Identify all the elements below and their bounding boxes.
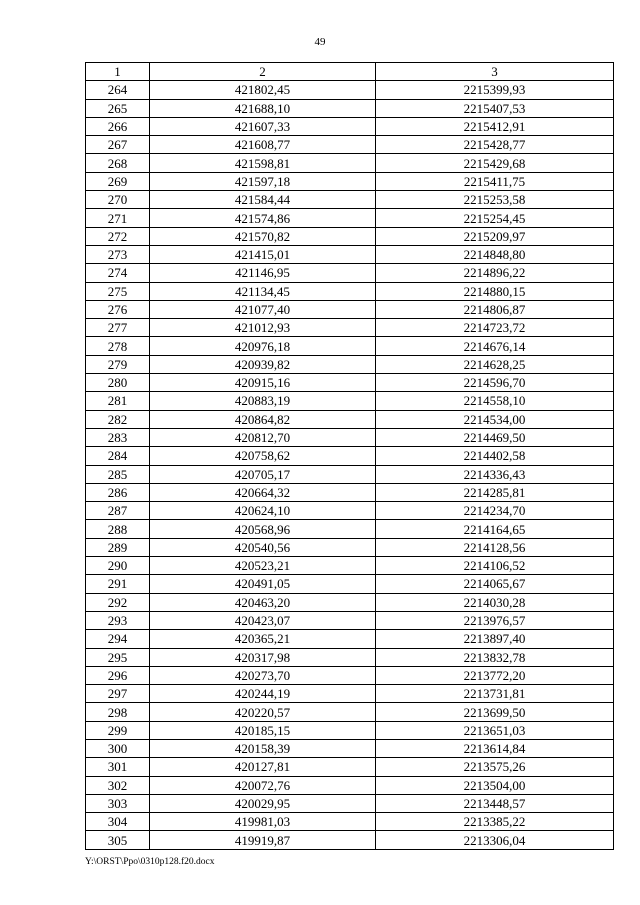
y-coordinate-cell: 2213832,78 — [376, 648, 614, 666]
point-number-cell: 279 — [86, 355, 150, 373]
point-number-cell: 274 — [86, 264, 150, 282]
x-coordinate-cell: 420812,70 — [150, 428, 376, 446]
x-coordinate-cell: 421574,86 — [150, 209, 376, 227]
table-row — [86, 300, 614, 318]
x-coordinate-cell: 420864,82 — [150, 410, 376, 428]
x-coordinate-cell: 420072,76 — [150, 776, 376, 794]
table-row — [86, 337, 614, 355]
x-coordinate-cell: 419981,03 — [150, 813, 376, 831]
y-coordinate-cell: 2214880,15 — [376, 282, 614, 300]
point-number-cell: 289 — [86, 538, 150, 556]
point-number-cell: 270 — [86, 191, 150, 209]
x-coordinate-cell: 420758,62 — [150, 447, 376, 465]
x-coordinate-cell: 420523,21 — [150, 557, 376, 575]
point-number-cell: 292 — [86, 593, 150, 611]
table-row — [86, 557, 614, 575]
x-coordinate-cell: 419919,87 — [150, 831, 376, 849]
table-row — [86, 776, 614, 794]
x-coordinate-cell: 420915,16 — [150, 374, 376, 392]
x-coordinate-cell: 420705,17 — [150, 465, 376, 483]
point-number-cell: 284 — [86, 447, 150, 465]
table-row — [86, 483, 614, 501]
x-coordinate-cell: 420185,15 — [150, 721, 376, 739]
x-coordinate-cell: 421802,45 — [150, 81, 376, 99]
x-coordinate-cell: 420568,96 — [150, 520, 376, 538]
point-number-cell: 287 — [86, 502, 150, 520]
table-row — [86, 685, 614, 703]
table-row — [86, 575, 614, 593]
y-coordinate-cell: 2215253,58 — [376, 191, 614, 209]
y-coordinate-cell: 2213448,57 — [376, 794, 614, 812]
x-coordinate-cell: 420365,21 — [150, 630, 376, 648]
point-number-cell: 277 — [86, 319, 150, 337]
x-coordinate-cell: 420624,10 — [150, 502, 376, 520]
y-coordinate-cell: 2214336,43 — [376, 465, 614, 483]
table-row — [86, 813, 614, 831]
point-number-cell: 281 — [86, 392, 150, 410]
point-number-cell: 282 — [86, 410, 150, 428]
point-number-cell: 268 — [86, 154, 150, 172]
table-row — [86, 374, 614, 392]
point-number-cell: 291 — [86, 575, 150, 593]
point-number-cell: 265 — [86, 99, 150, 117]
point-number-cell: 296 — [86, 666, 150, 684]
x-coordinate-cell: 420491,05 — [150, 575, 376, 593]
y-coordinate-cell: 2214534,00 — [376, 410, 614, 428]
point-number-cell: 271 — [86, 209, 150, 227]
y-coordinate-cell: 2215209,97 — [376, 227, 614, 245]
table-row — [86, 648, 614, 666]
x-coordinate-cell: 420883,19 — [150, 392, 376, 410]
y-coordinate-cell: 2215429,68 — [376, 154, 614, 172]
y-coordinate-cell: 2213897,40 — [376, 630, 614, 648]
table-row — [86, 611, 614, 629]
y-coordinate-cell: 2213575,26 — [376, 758, 614, 776]
table-row — [86, 739, 614, 757]
y-coordinate-cell: 2214628,25 — [376, 355, 614, 373]
point-number-cell: 275 — [86, 282, 150, 300]
point-number-cell: 266 — [86, 117, 150, 135]
x-coordinate-cell: 421134,45 — [150, 282, 376, 300]
x-coordinate-cell: 420664,32 — [150, 483, 376, 501]
point-number-cell: 300 — [86, 739, 150, 757]
x-coordinate-cell: 420939,82 — [150, 355, 376, 373]
table-row — [86, 447, 614, 465]
table-body — [86, 81, 614, 849]
x-coordinate-cell: 420463,20 — [150, 593, 376, 611]
point-number-cell: 293 — [86, 611, 150, 629]
table-row — [86, 593, 614, 611]
y-coordinate-cell: 2215254,45 — [376, 209, 614, 227]
point-number-cell: 267 — [86, 136, 150, 154]
table-row — [86, 227, 614, 245]
table-row — [86, 191, 614, 209]
x-coordinate-cell: 421077,40 — [150, 300, 376, 318]
point-number-cell: 278 — [86, 337, 150, 355]
table-row — [86, 630, 614, 648]
table-row — [86, 703, 614, 721]
y-coordinate-cell: 2213731,81 — [376, 685, 614, 703]
table-row — [86, 428, 614, 446]
table-row — [86, 721, 614, 739]
table-row — [86, 392, 614, 410]
point-number-cell: 286 — [86, 483, 150, 501]
x-coordinate-cell: 420423,07 — [150, 611, 376, 629]
point-number-cell: 273 — [86, 245, 150, 263]
point-number-cell: 299 — [86, 721, 150, 739]
point-number-cell: 290 — [86, 557, 150, 575]
y-coordinate-cell: 2214469,50 — [376, 428, 614, 446]
y-coordinate-cell: 2213306,04 — [376, 831, 614, 849]
y-coordinate-cell: 2214676,14 — [376, 337, 614, 355]
table-row — [86, 502, 614, 520]
y-coordinate-cell: 2214285,81 — [376, 483, 614, 501]
table-row — [86, 136, 614, 154]
table-row — [86, 538, 614, 556]
x-coordinate-cell: 420976,18 — [150, 337, 376, 355]
table-header-row — [86, 63, 614, 81]
point-number-cell: 298 — [86, 703, 150, 721]
y-coordinate-cell: 2215399,93 — [376, 81, 614, 99]
page-number: 49 — [314, 36, 326, 48]
x-coordinate-cell: 421597,18 — [150, 172, 376, 190]
coordinates-table — [85, 62, 614, 850]
point-number-cell: 304 — [86, 813, 150, 831]
x-coordinate-cell: 420220,57 — [150, 703, 376, 721]
table-row — [86, 319, 614, 337]
point-number-cell: 305 — [86, 831, 150, 849]
y-coordinate-cell: 2213699,50 — [376, 703, 614, 721]
table-row — [86, 465, 614, 483]
table-row — [86, 831, 614, 849]
y-coordinate-cell: 2214723,72 — [376, 319, 614, 337]
x-coordinate-cell: 421146,95 — [150, 264, 376, 282]
x-coordinate-cell: 421608,77 — [150, 136, 376, 154]
point-number-cell: 301 — [86, 758, 150, 776]
column-header-3: 3 — [376, 63, 614, 81]
table-row — [86, 154, 614, 172]
y-coordinate-cell: 2213504,00 — [376, 776, 614, 794]
y-coordinate-cell: 2214106,52 — [376, 557, 614, 575]
table-row — [86, 410, 614, 428]
y-coordinate-cell: 2214234,70 — [376, 502, 614, 520]
x-coordinate-cell: 421584,44 — [150, 191, 376, 209]
point-number-cell: 285 — [86, 465, 150, 483]
file-path-footer: Y:\ORST\Ppo\0310p128.f20.docx — [85, 857, 215, 867]
y-coordinate-cell: 2214596,70 — [376, 374, 614, 392]
table-row — [86, 794, 614, 812]
point-number-cell: 288 — [86, 520, 150, 538]
x-coordinate-cell: 420029,95 — [150, 794, 376, 812]
x-coordinate-cell: 421415,01 — [150, 245, 376, 263]
point-number-cell: 297 — [86, 685, 150, 703]
point-number-cell: 302 — [86, 776, 150, 794]
y-coordinate-cell: 2213772,20 — [376, 666, 614, 684]
point-number-cell: 276 — [86, 300, 150, 318]
y-coordinate-cell: 2215407,53 — [376, 99, 614, 117]
y-coordinate-cell: 2215428,77 — [376, 136, 614, 154]
y-coordinate-cell: 2214402,58 — [376, 447, 614, 465]
point-number-cell: 295 — [86, 648, 150, 666]
point-number-cell: 294 — [86, 630, 150, 648]
x-coordinate-cell: 421607,33 — [150, 117, 376, 135]
table-row — [86, 282, 614, 300]
point-number-cell: 269 — [86, 172, 150, 190]
point-number-cell: 264 — [86, 81, 150, 99]
y-coordinate-cell: 2213614,84 — [376, 739, 614, 757]
column-header-2: 2 — [150, 63, 376, 81]
table-row — [86, 172, 614, 190]
table-row — [86, 209, 614, 227]
y-coordinate-cell: 2213651,03 — [376, 721, 614, 739]
x-coordinate-cell: 420540,56 — [150, 538, 376, 556]
y-coordinate-cell: 2215411,75 — [376, 172, 614, 190]
table-row — [86, 99, 614, 117]
y-coordinate-cell: 2214164,65 — [376, 520, 614, 538]
y-coordinate-cell: 2214065,67 — [376, 575, 614, 593]
x-coordinate-cell: 420244,19 — [150, 685, 376, 703]
y-coordinate-cell: 2214848,80 — [376, 245, 614, 263]
table-row — [86, 758, 614, 776]
table-row — [86, 264, 614, 282]
y-coordinate-cell: 2213976,57 — [376, 611, 614, 629]
x-coordinate-cell: 420158,39 — [150, 739, 376, 757]
x-coordinate-cell: 421688,10 — [150, 99, 376, 117]
table-row — [86, 245, 614, 263]
x-coordinate-cell: 421570,82 — [150, 227, 376, 245]
y-coordinate-cell: 2214128,56 — [376, 538, 614, 556]
table-row — [86, 355, 614, 373]
point-number-cell: 272 — [86, 227, 150, 245]
x-coordinate-cell: 420317,98 — [150, 648, 376, 666]
point-number-cell: 280 — [86, 374, 150, 392]
point-number-cell: 303 — [86, 794, 150, 812]
y-coordinate-cell: 2214030,28 — [376, 593, 614, 611]
y-coordinate-cell: 2215412,91 — [376, 117, 614, 135]
x-coordinate-cell: 421598,81 — [150, 154, 376, 172]
table-row — [86, 81, 614, 99]
point-number-cell: 283 — [86, 428, 150, 446]
x-coordinate-cell: 421012,93 — [150, 319, 376, 337]
y-coordinate-cell: 2214558,10 — [376, 392, 614, 410]
table-row — [86, 666, 614, 684]
y-coordinate-cell: 2214896,22 — [376, 264, 614, 282]
y-coordinate-cell: 2214806,87 — [376, 300, 614, 318]
y-coordinate-cell: 2213385,22 — [376, 813, 614, 831]
table-row — [86, 520, 614, 538]
column-header-1: 1 — [86, 63, 150, 81]
table-row — [86, 117, 614, 135]
x-coordinate-cell: 420273,70 — [150, 666, 376, 684]
x-coordinate-cell: 420127,81 — [150, 758, 376, 776]
